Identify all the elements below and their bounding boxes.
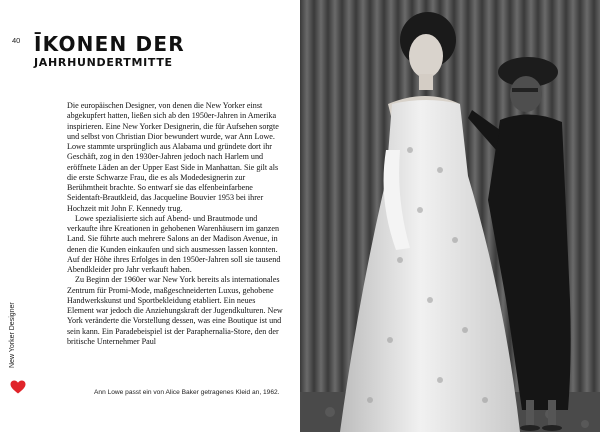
chapter-title-line2: JAHRHUNDERTMITTE: [34, 56, 173, 69]
chapter-title-line1: ĪKONEN DER: [34, 32, 185, 56]
paragraph-1: Die europäischen Designer, von denen die New Yorker einst abgekupfert hatten, ließen sich ab den 1950er-Jahren in Amerika inspirieren. Eine New Yorker Designerin, die für Aufsehen sorgte und selbst von Christian Dior bewundert wurde, war Ann Lowe. Lowe stammte ursprünglich aus Alabama und gründete dort ihr Geschäft, zog in den 1930er-Jahren jedoch nach Harlem und eröffnete Läden an der Upper East Side in Manhattan. Sie gilt als die erste Schwarze Frau, die es als Modedesignerin zur Berühmtheit brachte. So entwarf sie das elfenbeinfarbene Seidentaft-Brautkleid, das Jacqueline Bouvier 1953 bei ihrer Hochzeit mit John F. Kennedy trug.: [67, 101, 279, 213]
photo-ann-lowe-fitting: [300, 0, 600, 432]
page-number: 40: [12, 36, 21, 45]
photo-caption: Ann Lowe passt ein von Alice Baker getragenes Kleid an, 1962.: [94, 389, 280, 396]
paragraph-2: Lowe spezialisierte sich auf Abend- und Brautmode und verkaufte ihre Kreationen in gehobenen Warenhäusern im ganzen Land. Sie führte auch mehrere Salons an der Madison Avenue, in denen die Kunden einkaufen und sich ausmessen lassen konnten. Auf der Höhe ihres Erfolges in den 1950er-Jahren soll sie tausend Abendkleider pro Jahr verkauft haben.: [67, 213, 281, 274]
side-section-label: New Yorker Designer: [9, 302, 16, 368]
photo-illustration: [300, 0, 600, 432]
heart-icon: [10, 380, 26, 394]
body-text: [67, 101, 284, 347]
paragraph-3: Zu Beginn der 1960er war New York bereits als internationales Zentrum für Promi-Mode, maßgeschneiderten Luxus, gehobene Handwerkskunst und Sportbekleidung etabliert. Ein neues Element war jedoch die Anziehungskraft der Jugendkulturen. New York veränderte die Vorstellung dessen, was eine Boutique ist und sein kann. Ein Paradebeispiel ist der Paraphernalia-Store, den der britische Unternehmer Paul: [67, 275, 283, 346]
